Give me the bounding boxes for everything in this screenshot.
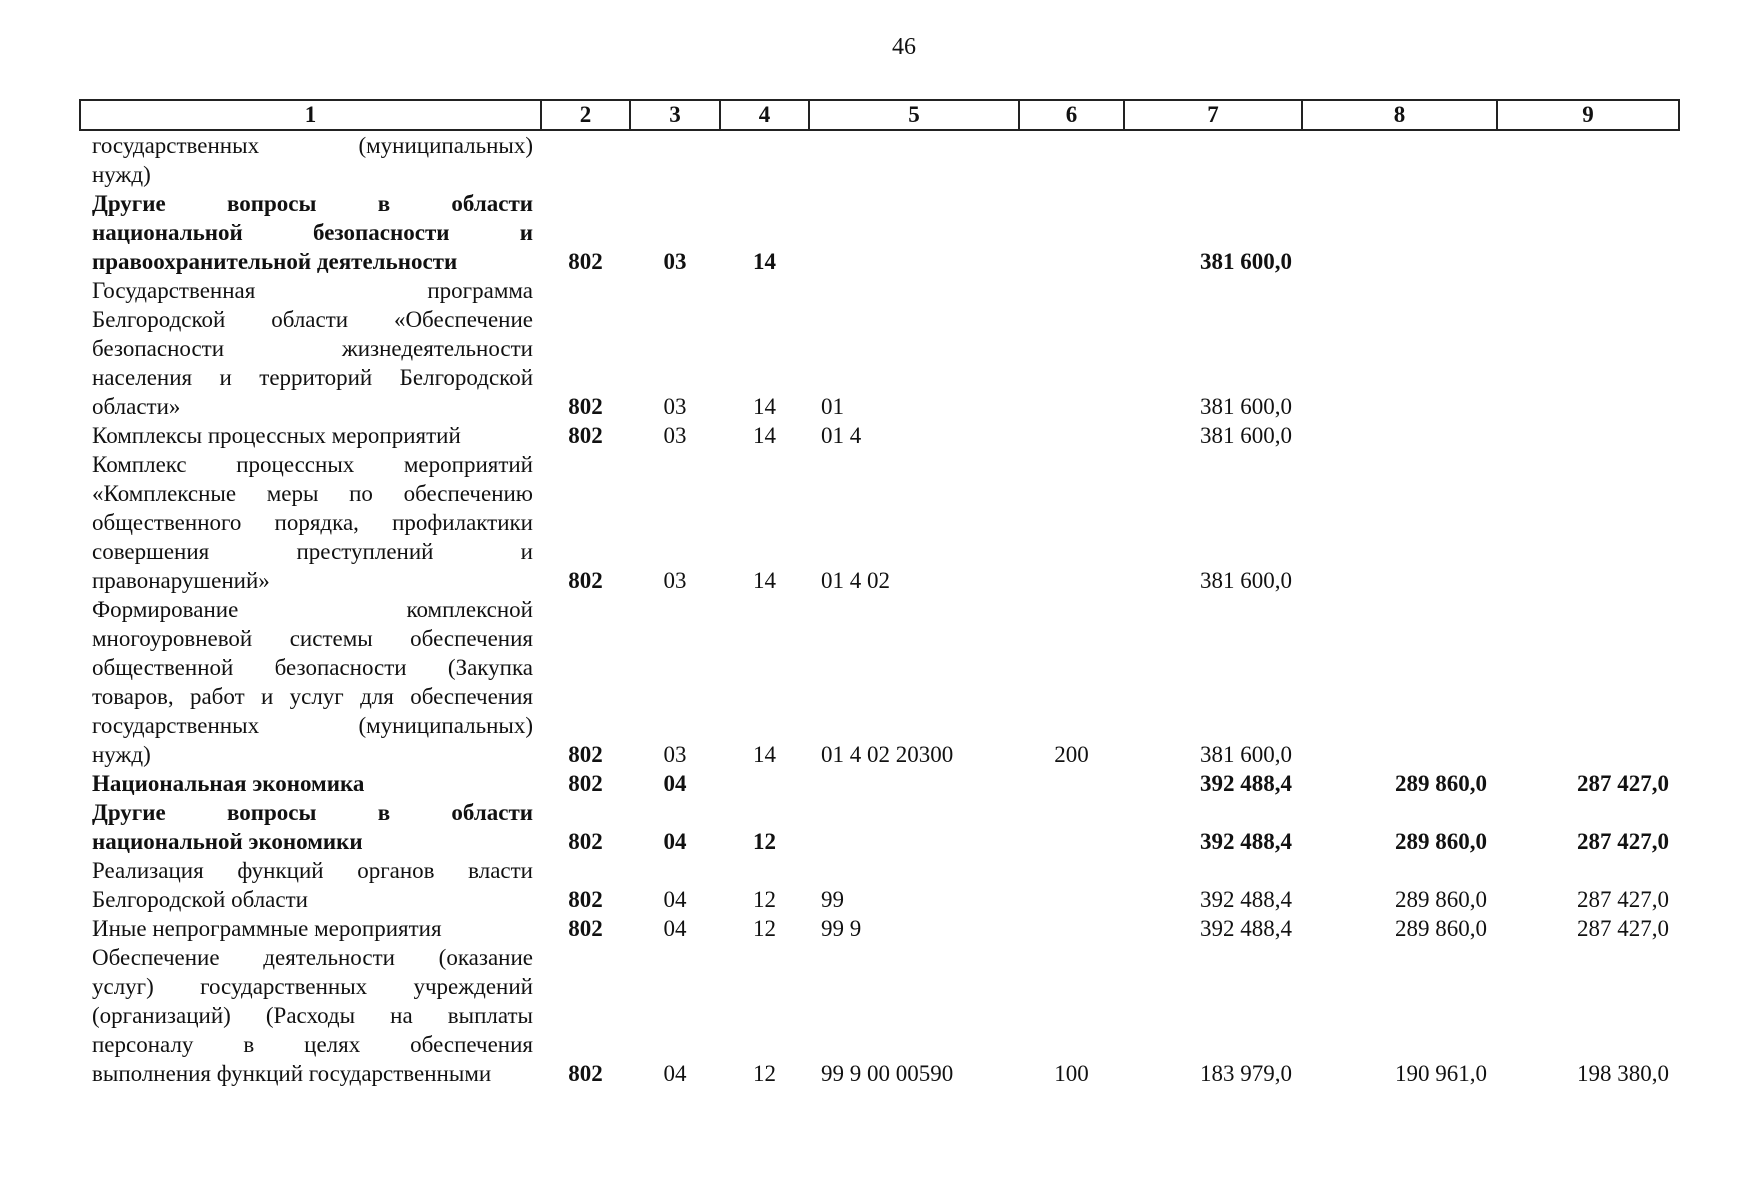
table-row <box>80 943 1679 1088</box>
target-article-code <box>809 130 1019 189</box>
expense-type-code <box>1019 450 1124 595</box>
target-article-code: 01 4 <box>821 423 862 448</box>
column-header: 4 <box>720 100 809 130</box>
amount-year-3 <box>1497 421 1679 450</box>
target-article-code: 99 <box>821 887 844 912</box>
amount-year-3: 198 380,0 <box>1577 1061 1669 1086</box>
expense-type-code <box>1019 769 1124 798</box>
description-line: Национальная экономика <box>92 771 365 796</box>
page-number: 46 <box>892 34 916 60</box>
description-line: Другие вопросы в области <box>92 191 533 216</box>
expense-type-code <box>1019 276 1124 421</box>
section-code: 04 <box>663 771 687 796</box>
subsection-code <box>720 769 809 798</box>
row-description <box>80 798 541 856</box>
amount-year-1: 183 979,0 <box>1200 1061 1292 1086</box>
row-description <box>80 421 541 450</box>
description-line: товаров, работ и услуг для обеспечения <box>92 684 533 709</box>
description-line: общественной безопасности (Закупка <box>92 655 533 680</box>
amount-year-3 <box>1497 595 1679 769</box>
description-line: персоналу в целях обеспечения <box>92 1032 533 1057</box>
subsection-code: 12 <box>753 916 776 941</box>
expense-type-code: 200 <box>1054 742 1089 767</box>
expense-type-code <box>1019 798 1124 856</box>
section-code: 03 <box>663 423 687 448</box>
description-line: Белгородской области <box>92 887 308 912</box>
target-article-code: 01 4 02 <box>821 568 890 593</box>
description-line: области» <box>92 394 181 419</box>
ministry-code <box>541 130 630 189</box>
row-description <box>80 450 541 595</box>
amount-year-1: 381 600,0 <box>1200 249 1292 274</box>
subsection-code: 12 <box>753 887 776 912</box>
description-line: общественного порядка, профилактики <box>92 510 533 535</box>
row-description <box>80 769 541 798</box>
description-line: «Комплексные меры по обеспечению <box>92 481 533 506</box>
ministry-code: 802 <box>568 423 603 448</box>
description-line: Другие вопросы в области <box>92 800 533 825</box>
ministry-code: 802 <box>568 771 603 796</box>
amount-year-1: 381 600,0 <box>1200 568 1292 593</box>
amount-year-2 <box>1302 276 1497 421</box>
table-row <box>80 189 1679 276</box>
description-line: нужд) <box>92 742 151 767</box>
table-row <box>80 130 1679 189</box>
column-header: 2 <box>541 100 630 130</box>
ministry-code: 802 <box>568 249 603 274</box>
section-code: 04 <box>663 916 687 941</box>
table-row <box>80 595 1679 769</box>
amount-year-1: 392 488,4 <box>1200 829 1292 854</box>
ministry-code: 802 <box>568 1061 603 1086</box>
amount-year-3: 287 427,0 <box>1577 916 1669 941</box>
table-row <box>80 798 1679 856</box>
subsection-code: 14 <box>753 394 776 419</box>
description-line: совершения преступлений и <box>92 539 533 564</box>
amount-year-3: 287 427,0 <box>1577 771 1669 796</box>
amount-year-2: 289 860,0 <box>1395 829 1487 854</box>
expense-type-code <box>1019 421 1124 450</box>
description-line: (организаций) (Расходы на выплаты <box>92 1003 533 1028</box>
row-description <box>80 130 541 189</box>
ministry-code: 802 <box>568 887 603 912</box>
amount-year-2: 289 860,0 <box>1395 887 1487 912</box>
amount-year-1: 381 600,0 <box>1200 394 1292 419</box>
column-header: 5 <box>809 100 1019 130</box>
expense-type-code <box>1019 914 1124 943</box>
amount-year-1: 392 488,4 <box>1200 771 1292 796</box>
description-line: нужд) <box>92 162 151 187</box>
amount-year-3 <box>1497 276 1679 421</box>
amount-year-2: 289 860,0 <box>1395 916 1487 941</box>
table-body <box>80 130 1679 1088</box>
description-line: Обеспечение деятельности (оказание <box>92 945 533 970</box>
ministry-code: 802 <box>568 394 603 419</box>
table-row <box>80 856 1679 914</box>
amount-year-3: 287 427,0 <box>1577 829 1669 854</box>
target-article-code <box>809 189 1019 276</box>
amount-year-1: 392 488,4 <box>1200 916 1292 941</box>
amount-year-2: 289 860,0 <box>1395 771 1487 796</box>
row-description <box>80 856 541 914</box>
subsection-code: 14 <box>753 423 776 448</box>
amount-year-3: 287 427,0 <box>1577 887 1669 912</box>
description-line: правонарушений» <box>92 568 270 593</box>
target-article-code <box>809 769 1019 798</box>
table-row <box>80 450 1679 595</box>
section-code: 03 <box>663 394 687 419</box>
section-code: 04 <box>663 887 687 912</box>
budget-table <box>79 99 1680 1088</box>
description-line: выполнения функций государственными <box>92 1061 492 1086</box>
description-line: Иные непрограммные мероприятия <box>92 916 442 941</box>
row-description <box>80 189 541 276</box>
column-header: 6 <box>1019 100 1124 130</box>
section-code: 03 <box>663 249 687 274</box>
amount-year-3 <box>1497 189 1679 276</box>
row-description <box>80 595 541 769</box>
column-header: 9 <box>1497 100 1679 130</box>
table-header <box>80 100 1679 130</box>
subsection-code: 12 <box>753 1061 776 1086</box>
section-code: 03 <box>663 742 687 767</box>
column-header: 3 <box>630 100 720 130</box>
amount-year-3 <box>1497 450 1679 595</box>
ministry-code: 802 <box>568 742 603 767</box>
column-header: 8 <box>1302 100 1497 130</box>
amount-year-2 <box>1302 189 1497 276</box>
description-line: национальной экономики <box>92 829 363 854</box>
description-line: государственных (муниципальных) <box>92 713 533 738</box>
target-article-code <box>809 798 1019 856</box>
ministry-code: 802 <box>568 916 603 941</box>
description-line: населения и территорий Белгородской <box>92 365 533 390</box>
table-row <box>80 914 1679 943</box>
row-description <box>80 914 541 943</box>
description-line: правоохранительной деятельности <box>92 249 458 274</box>
expense-type-code <box>1019 189 1124 276</box>
row-description <box>80 943 541 1088</box>
amount-year-1: 381 600,0 <box>1200 742 1292 767</box>
column-header: 1 <box>80 100 541 130</box>
target-article-code: 99 9 00 00590 <box>821 1061 954 1086</box>
column-header: 7 <box>1124 100 1302 130</box>
description-line: безопасности жизнедеятельности <box>92 336 533 361</box>
ministry-code: 802 <box>568 829 603 854</box>
expense-type-code <box>1019 130 1124 189</box>
amount-year-1 <box>1124 130 1302 189</box>
subsection-code: 12 <box>753 829 776 854</box>
section-code: 03 <box>663 568 687 593</box>
row-description <box>80 276 541 421</box>
table-row <box>80 769 1679 798</box>
amount-year-2 <box>1302 421 1497 450</box>
amount-year-2 <box>1302 450 1497 595</box>
description-line: государственных (муниципальных) <box>92 133 533 158</box>
section-code <box>630 130 720 189</box>
description-line: Формирование комплексной <box>92 597 533 622</box>
description-line: национальной безопасности и <box>92 220 533 245</box>
subsection-code: 14 <box>753 249 776 274</box>
description-line: Белгородской области «Обеспечение <box>92 307 533 332</box>
description-line: услуг) государственных учреждений <box>92 974 533 999</box>
description-line: Комплексы процессных мероприятий <box>92 423 461 448</box>
table-row <box>80 276 1679 421</box>
description-line: Реализация функций органов власти <box>92 858 533 883</box>
amount-year-3 <box>1497 130 1679 189</box>
amount-year-1: 381 600,0 <box>1200 423 1292 448</box>
subsection-code: 14 <box>753 568 776 593</box>
amount-year-2 <box>1302 130 1497 189</box>
ministry-code: 802 <box>568 568 603 593</box>
description-line: многоуровневой системы обеспечения <box>92 626 533 651</box>
table-row <box>80 421 1679 450</box>
description-line: Комплекс процессных мероприятий <box>92 452 533 477</box>
amount-year-2: 190 961,0 <box>1395 1061 1487 1086</box>
amount-year-1: 392 488,4 <box>1200 887 1292 912</box>
expense-type-code: 100 <box>1054 1061 1089 1086</box>
target-article-code: 99 9 <box>821 916 862 941</box>
subsection-code: 14 <box>753 742 776 767</box>
target-article-code: 01 <box>821 394 844 419</box>
section-code: 04 <box>663 1061 687 1086</box>
expense-type-code <box>1019 856 1124 914</box>
description-line: Государственная программа <box>92 278 533 303</box>
section-code: 04 <box>663 829 687 854</box>
subsection-code <box>720 130 809 189</box>
amount-year-2 <box>1302 595 1497 769</box>
target-article-code: 01 4 02 20300 <box>821 742 954 767</box>
